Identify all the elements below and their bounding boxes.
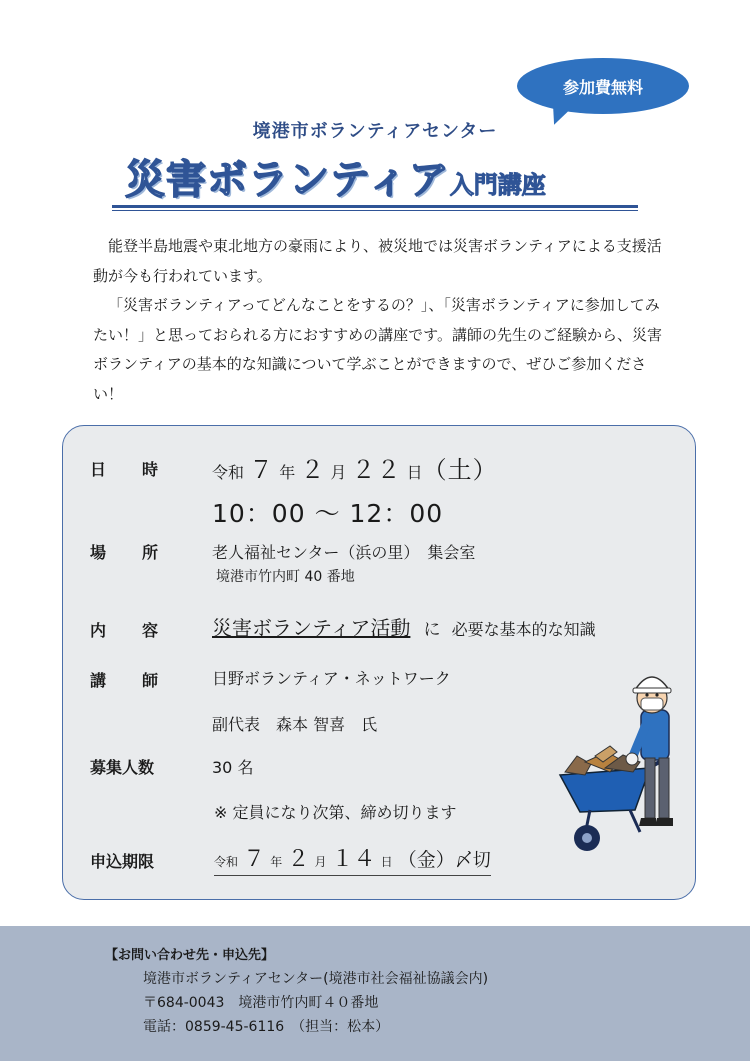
label-deadline: 申込期限 (90, 852, 155, 871)
label-datetime: 日 時 (90, 460, 158, 479)
event-time: 10：00 ～ 12：00 (212, 499, 444, 528)
contact-phone: 電話：0859-45-6116 （担当：松本） (143, 1019, 390, 1035)
label-lecturer: 講 師 (90, 671, 158, 690)
page-title (125, 148, 546, 205)
label-content: 内 容 (90, 621, 158, 640)
deadline-date: 令和 ７ 年 ２ 月 １４ 日 （金）〆切 (214, 842, 491, 876)
intro-paragraph-2: 「災害ボランティアってどんなことをするの？」、「災害ボランティアに参加してみたい！」と思っておられる方におすすめの講座です。講師の先生のご経験から、災害ボランティアの基本的な知識について学ぶことができますので、ぜひご参加ください！ (93, 296, 662, 403)
title-sub: 入門講座 (449, 171, 546, 199)
title-underline (112, 205, 638, 208)
intro-paragraph-1: 能登半島地震や東北地方の豪雨により、被災地では災害ボランティアによる支援活動が今も行われています。 (93, 237, 662, 285)
volunteer-wheelbarrow-illustration (555, 660, 685, 855)
title-underline-thin (112, 210, 638, 211)
capacity-value: 30 名 (212, 758, 254, 777)
contact-address: 〒684-0043 境港市竹内町４０番地 (143, 995, 379, 1011)
lecturer-org: 日野ボランティア・ネットワーク (212, 669, 451, 688)
label-capacity: 募集人数 (90, 758, 155, 777)
venue-name: 老人福祉センター（浜の里） 集会室 (212, 543, 476, 562)
intro-text (93, 232, 673, 409)
capacity-note: ※ 定員になり次第、締め切ります (214, 803, 457, 822)
contact-org: 境港市ボランティアセンター(境港市社会福祉協議会内) (143, 971, 489, 987)
free-admission-badge: 参加費無料 (517, 58, 689, 114)
event-date: 令和 ７ 年 ２ 月 ２２ 日（土） (212, 456, 498, 484)
venue-address: 境港市竹内町 40 番地 (216, 569, 355, 585)
label-place: 場 所 (90, 543, 158, 562)
course-content: 災害ボランティア活動 に 必要な基本的な知識 (212, 616, 596, 640)
title-main: 災害ボランティア (125, 157, 450, 203)
organizer-name: 境港市ボランティアセンター (252, 121, 498, 142)
content-activity: 災害ボランティア活動 (212, 616, 411, 640)
lecturer-name: 副代表 森本 智喜 氏 (212, 715, 378, 734)
contact-heading: 【お問い合わせ先・申込先】 (105, 948, 275, 963)
